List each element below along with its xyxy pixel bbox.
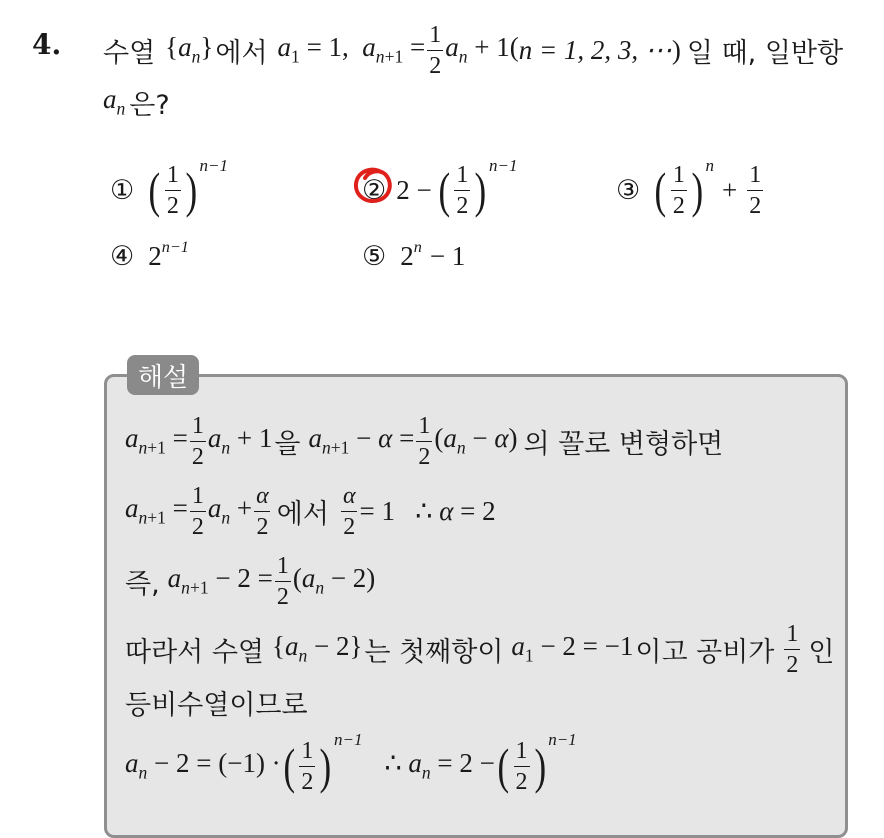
solution-text: 는 첫째항이 [364, 636, 504, 668]
exponent: n−1 [333, 730, 363, 749]
solution-text: 이고 공비가 [635, 636, 775, 668]
exponent: n−1 [548, 730, 577, 749]
choice-2-lead: 2 − [396, 174, 432, 205]
problem-stem-line-1: 수열 $\{a_n\}$ 에서 $a_1 = 1$, $a_{n+1}$ = $\frac{1}{2}$ $a_n + 1$( n = 1, 2, 3, ⋯ ) 일 때, 일반항 [103, 21, 844, 79]
choice-number-1: ① [110, 174, 135, 206]
solution-tab: 해설 [127, 355, 199, 395]
fraction-half: $\frac{1}{2}$ [429, 21, 442, 79]
base: 2 [148, 240, 162, 271]
stem-text: 수열 [103, 37, 156, 69]
exponent: n−1 [161, 238, 189, 256]
minus-one: − 1 [429, 240, 466, 271]
plus-sign: + [722, 174, 738, 205]
choice-5[interactable] [362, 236, 465, 276]
choice-3[interactable]: ③ ( $\frac{1}{2}$ ) n + $\frac{1}{2}$ [616, 156, 762, 219]
choice-number-5: ⑤ [362, 240, 387, 272]
solution-line-2: $a_{n+1}$ = $\frac{1}{2}$ $a_n$ + $\frac{\alpha}{2}$ 에서 $\frac{\alpha}{2}$ = 1 ∴ α = 2 [125, 482, 496, 540]
exponent: n−1 [199, 156, 229, 175]
solution-text: 에서 [276, 498, 329, 530]
solution-text: 따라서 수열 [125, 636, 264, 668]
choice-4[interactable] [110, 236, 189, 276]
choice-number-2: ② [362, 174, 387, 206]
problem-number: 4. [32, 28, 62, 61]
stem-text: 은? [129, 89, 170, 121]
solution-text: 의 꼴로 변형하면 [523, 428, 724, 460]
solution-text: 즉, [125, 568, 160, 600]
problem-stem-line-2: $a_n$ 은? [103, 84, 170, 121]
solution-line-5: 등비수열이므로 [125, 689, 308, 721]
solution-line-4: 따라서 수열 $\{a_n - 2\}$ 는 첫째항이 $a_1 - 2 = -1$ 이고 공비가 $\frac{1}{2}$ 인 [125, 620, 835, 678]
solution-text: 을 [274, 428, 301, 460]
solution-line-1: $a_{n+1}$ = $\frac{1}{2}$ $a_n + 1$ 을 $a_{n+1} - \alpha$ = $\frac{1}{2}$ $(a_n - \alpha)$ 의 꼴로 변형하면 [125, 412, 724, 470]
choice-number-3: ③ [616, 174, 641, 206]
choice-number-4: ④ [110, 240, 135, 272]
stem-text: 일 때, 일반항 [686, 37, 844, 69]
index-range: n = 1, 2, 3, ⋯ [518, 34, 672, 65]
exponent: n−1 [489, 156, 518, 175]
stem-text: 에서 [215, 37, 268, 69]
solution-line-3: 즉, $a_{n+1} - 2$ = $\frac{1}{2}$ $(a_n - 2)$ [125, 552, 376, 610]
solution-text: 인 [808, 636, 835, 668]
base: 2 [400, 240, 414, 271]
exponent: n [413, 238, 422, 256]
choice-1[interactable]: ① ( $\frac{1}{2}$ ) n−1 [110, 156, 229, 219]
exponent: n [705, 156, 715, 175]
choice-2[interactable]: ② 2 − ( $\frac{1}{2}$ ) n−1 [362, 156, 518, 219]
solution-line-6: $a_n - 2 = (-1)$ · ( $\frac{1}{2}$ ) n−1 ∴ $a_n = 2$ − ( $\frac{1}{2}$ ) n−1 [125, 730, 577, 795]
answer-circle-mark [351, 164, 397, 206]
